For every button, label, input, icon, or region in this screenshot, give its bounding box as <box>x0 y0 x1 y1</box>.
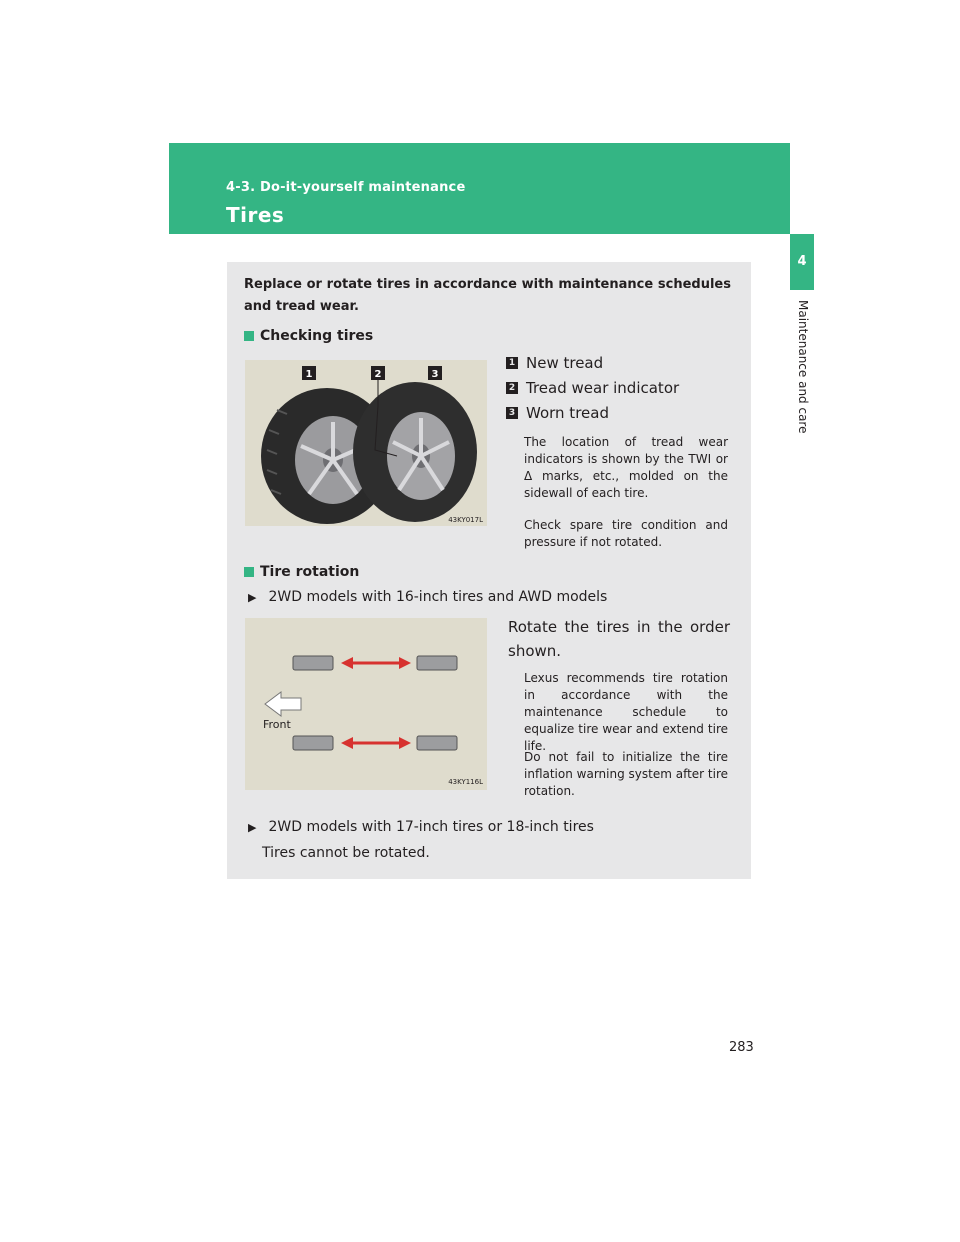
tire-rotation-diagram <box>245 618 487 790</box>
section-header <box>169 143 790 234</box>
legend-worn-tread <box>506 404 609 422</box>
figure-code: 43KY017L <box>448 516 483 524</box>
legend-tread-wear-indicator <box>506 379 679 397</box>
checking-tires-label: Checking tires <box>260 328 374 344</box>
triangle-bullet-icon: ▶ <box>248 590 257 604</box>
cannot-rotate-text: Tires cannot be rotated. <box>262 845 430 861</box>
figure-code: 43KY116L <box>448 778 483 786</box>
triangle-bullet-icon: ▶ <box>248 820 257 834</box>
square-bullet-icon <box>244 567 254 577</box>
rotation-recommendation-note: Lexus recommends tire rotation in accordance with the maintenance schedule to equalize tire wear and extend tire life. <box>524 671 728 753</box>
page-title: Tires <box>226 203 285 227</box>
tire-rotation-heading <box>244 564 359 580</box>
tire-tread-illustration <box>245 360 487 526</box>
legend-label: New tread <box>526 354 604 372</box>
rotation-bullet-16inch <box>248 589 607 605</box>
chapter-label: Maintenance and care <box>796 300 810 434</box>
tire-front-left <box>293 656 333 670</box>
rotation-bullet-17inch <box>248 819 594 835</box>
square-bullet-icon <box>244 331 254 341</box>
callout-label-2 <box>371 366 385 380</box>
tire-front-right <box>293 736 333 750</box>
section-label: 4-3. Do-it-yourself maintenance <box>226 180 466 195</box>
intro-text: Replace or rotate tires in accordance with maintenance schedules and tread wear. <box>244 277 731 314</box>
tire-rear-left <box>417 656 457 670</box>
bullet-text: 2WD models with 17-inch tires or 18-inch tires <box>268 819 594 835</box>
tire-rear-right <box>417 736 457 750</box>
svg-text:1: 1 <box>305 369 313 380</box>
svg-text:3: 3 <box>431 369 439 380</box>
tire-rotation-label: Tire rotation <box>260 564 360 580</box>
legend-new-tread <box>506 354 603 372</box>
page-number: 283 <box>729 1040 754 1055</box>
bullet-text: 2WD models with 16-inch tires and AWD models <box>268 589 608 605</box>
number-badge: 3 <box>506 407 518 419</box>
svg-text:2: 2 <box>374 369 382 380</box>
legend-label: Worn tread <box>526 404 609 422</box>
chapter-tab: 4 <box>790 234 814 290</box>
content-panel <box>227 262 751 879</box>
number-badge: 2 <box>506 382 518 394</box>
callout-label-3 <box>428 366 442 380</box>
spare-tire-note: Check spare tire condition and pressure if not rotated. <box>524 518 728 549</box>
checking-tires-heading <box>244 328 373 344</box>
front-label: Front <box>263 718 291 731</box>
tread-indicator-note: The location of tread wear indicators is shown by the TWI or Δ marks, etc., molded on the sidewall of each tire. <box>524 435 728 500</box>
number-badge: 1 <box>506 357 518 369</box>
tire-pressure-warning-note: Do not fail to initialize the tire inflation warning system after tire rotation. <box>524 750 729 798</box>
callout-label-1 <box>302 366 316 380</box>
rotation-instruction: Rotate the tires in the order shown. <box>508 618 730 660</box>
legend-label: Tread wear indicator <box>526 379 680 397</box>
